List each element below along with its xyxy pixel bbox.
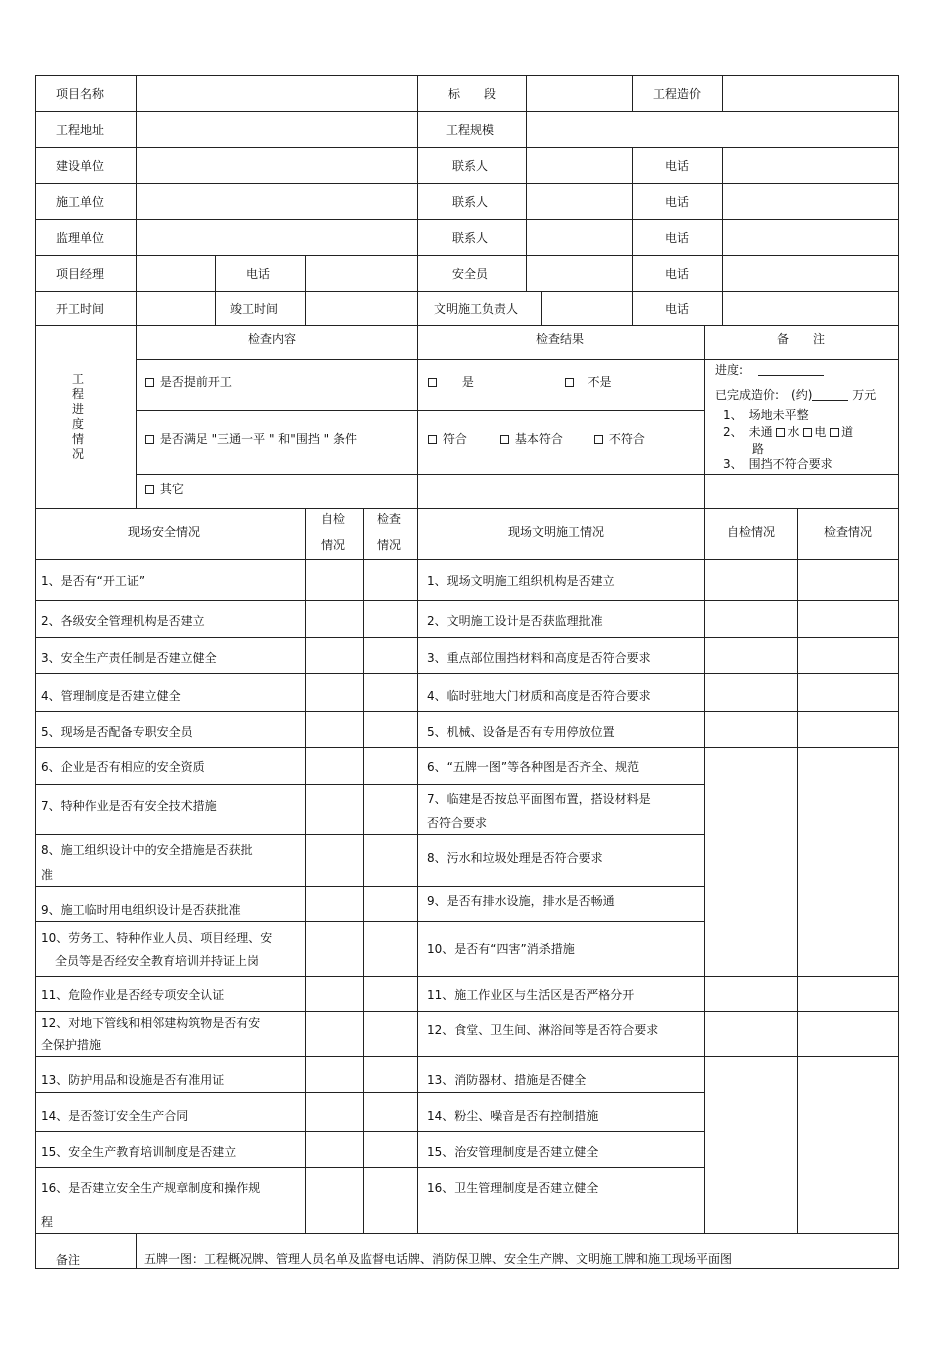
rule [35, 1011, 899, 1012]
safety-header: 现场安全情况 [127, 525, 201, 539]
label-project-name: 项目名称 [56, 87, 105, 101]
civil-item: 2、文明施工设计是否获监理批准 [427, 614, 603, 628]
rule [35, 1167, 705, 1168]
footer-note: 五牌一图：工程概况牌、管理人员名单及监督电话牌、消防保卫牌、安全生产牌、文明施工牌和施工现场平面图 [144, 1252, 733, 1266]
rule [305, 508, 306, 1233]
civil-item: 5、机械、设备是否有专用停放位置 [427, 725, 615, 739]
result-label: 基本符合 [514, 432, 563, 446]
rule [722, 147, 723, 325]
label-phone: 电话 [664, 195, 690, 209]
label-scale: 工程规模 [445, 123, 495, 137]
safety-item: 16、是否建立安全生产规章制度和操作规 [41, 1181, 261, 1195]
rule [363, 508, 364, 1233]
remark-2 [723, 424, 853, 440]
checkbox-icon[interactable] [830, 428, 839, 437]
rule [35, 147, 899, 148]
remark-2-tail: 路 [752, 442, 765, 456]
item-label: 是否提前开工 [159, 375, 232, 389]
remark-cost-unit: 万元 [852, 388, 877, 402]
self-check-header: 自检 [320, 512, 346, 526]
item-label: 其它 [159, 482, 184, 496]
rule [215, 255, 216, 325]
rule [797, 508, 798, 1233]
road-label: 道 [841, 425, 854, 439]
rule [35, 834, 705, 835]
rule [35, 559, 899, 560]
remark-cost [715, 387, 876, 403]
checkbox-icon[interactable] [776, 428, 785, 437]
civil-item: 否符合要求 [427, 816, 488, 830]
remark-2-label: 2、 未通 [723, 425, 773, 439]
rule [136, 75, 137, 508]
label-civil-leader: 文明施工负责人 [433, 302, 519, 316]
civil-item: 3、重点部位围挡材料和高度是否符合要求 [427, 651, 651, 665]
rule [35, 508, 899, 509]
inspect-header: 检查情况 [823, 525, 873, 539]
rule [35, 673, 899, 674]
safety-item: 程 [41, 1215, 54, 1229]
label-contact: 联系人 [451, 195, 489, 209]
result-no [565, 374, 611, 390]
civil-item: 12、食堂、卫生间、淋浴间等是否符合要求 [427, 1023, 659, 1037]
rule [305, 255, 306, 325]
label-start-time: 开工时间 [56, 302, 105, 316]
progress-side-label: 工程进度情况 [71, 372, 84, 461]
civil-item: 16、卫生管理制度是否建立健全 [427, 1181, 599, 1195]
rule [35, 75, 36, 1269]
safety-item: 10、劳务工、特种作业人员、项目经理、安 [41, 931, 273, 945]
checkbox-icon[interactable] [594, 435, 603, 444]
water-label: 水 [787, 425, 800, 439]
item-conditions [145, 431, 357, 447]
footer-label: 备注 [56, 1253, 81, 1267]
rule [35, 600, 899, 601]
rule [526, 75, 527, 111]
rule [35, 1092, 705, 1093]
rule [35, 711, 899, 712]
rule [35, 637, 899, 638]
safety-item: 全员等是否经安全教育培训并持证上岗 [55, 954, 260, 968]
checkbox-icon[interactable] [428, 378, 437, 387]
rule [632, 147, 633, 291]
inspect-header: 情况 [376, 538, 402, 552]
remark-3: 3、 围挡不符合要求 [723, 457, 833, 471]
safety-item: 8、施工组织设计中的安全措施是否获批 [41, 843, 253, 857]
rule [136, 474, 899, 475]
checkbox-icon[interactable] [565, 378, 574, 387]
rule [35, 976, 899, 977]
civil-item: 4、临时驻地大门材质和高度是否符合要求 [427, 689, 651, 703]
remark-1: 1、 场地未平整 [723, 408, 809, 422]
item-label: 是否满足 "三通一平 " 和"围挡 " 条件 [159, 432, 357, 446]
label-contact: 联系人 [451, 159, 489, 173]
safety-item: 6、企业是否有相应的安全资质 [41, 760, 205, 774]
safety-item: 5、现场是否配备专职安全员 [41, 725, 193, 739]
rule [35, 921, 705, 922]
rule [136, 359, 899, 360]
content-header: 检查内容 [247, 332, 297, 346]
rule [35, 886, 705, 887]
civil-item: 13、消防器材、措施是否健全 [427, 1073, 587, 1087]
self-check-header: 情况 [320, 538, 346, 552]
safety-item: 11、危险作业是否经专项安全认证 [41, 988, 225, 1002]
remark-header: 备 注 [776, 332, 826, 346]
safety-item: 15、安全生产教育培训制度是否建立 [41, 1145, 237, 1159]
label-phone: 电话 [664, 159, 690, 173]
remark-cost-label: 已完成造价: (约) [715, 388, 813, 402]
rule [35, 325, 899, 326]
safety-item: 全保护措施 [41, 1038, 102, 1052]
result-yes [428, 374, 474, 390]
safety-item: 9、施工临时用电组织设计是否获批准 [41, 903, 241, 917]
checkbox-icon[interactable] [145, 435, 154, 444]
rule [632, 291, 633, 325]
civil-item: 8、污水和垃圾处理是否符合要求 [427, 851, 603, 865]
civil-item: 7、临建是否按总平面图布置，搭设材料是 [427, 792, 651, 806]
rule [35, 291, 899, 292]
civil-item: 10、是否有“四害”消杀措施 [427, 942, 575, 956]
rule [898, 75, 899, 1269]
result-label: 符合 [442, 432, 467, 446]
label-builder: 建设单位 [56, 159, 105, 173]
rule [35, 75, 899, 76]
remark-progress [715, 362, 824, 378]
rule [35, 784, 705, 785]
civil-item: 9、是否有排水设施，排水是否畅通 [427, 894, 615, 908]
label-contact: 联系人 [451, 231, 489, 245]
rule [35, 1233, 899, 1234]
checkbox-icon[interactable] [500, 435, 509, 444]
rule [35, 255, 899, 256]
label-section: 标 段 [447, 87, 497, 101]
item-other [145, 481, 184, 497]
checkbox-icon[interactable] [145, 485, 154, 494]
progress-blank[interactable] [758, 363, 824, 376]
rule [35, 111, 899, 112]
label-phone: 电话 [664, 302, 690, 316]
label-cost: 工程造价 [652, 87, 702, 101]
rule [541, 291, 542, 325]
checkbox-icon[interactable] [428, 435, 437, 444]
result-label: 不符合 [608, 432, 645, 446]
label-phone: 电话 [245, 267, 271, 281]
rule [35, 1131, 705, 1132]
rule [417, 75, 418, 1233]
label-phone: 电话 [664, 231, 690, 245]
item-early-start [145, 374, 232, 390]
safety-item: 3、安全生产责任制是否建立健全 [41, 651, 217, 665]
label-manager: 项目经理 [56, 267, 105, 281]
rule [136, 410, 705, 411]
rule [526, 111, 527, 291]
safety-item: 12、对地下管线和相邻建构筑物是否有安 [41, 1016, 261, 1030]
result-yes-label: 是 [461, 375, 474, 389]
civil-header: 现场文明施工情况 [507, 525, 605, 539]
label-address: 工程地址 [56, 123, 105, 137]
rule [35, 219, 899, 220]
label-supervisor: 监理单位 [56, 231, 105, 245]
result-basic-conform [500, 431, 563, 447]
safety-item: 13、防护用品和设施是否有准用证 [41, 1073, 225, 1087]
rule [35, 747, 899, 748]
rule [35, 1268, 899, 1269]
label-finish-time: 竣工时间 [229, 302, 279, 316]
civil-item: 6、“五牌一图”等各种图是否齐全、规范 [427, 760, 640, 774]
checkbox-icon[interactable] [803, 428, 812, 437]
rule [136, 1233, 137, 1269]
checkbox-icon[interactable] [145, 378, 154, 387]
safety-item: 2、各级安全管理机构是否建立 [41, 614, 205, 628]
safety-item: 7、特种作业是否有安全技术措施 [41, 799, 217, 813]
rule [35, 1056, 899, 1057]
result-header: 检查结果 [535, 332, 585, 346]
civil-item: 11、施工作业区与生活区是否严格分开 [427, 988, 635, 1002]
result-conform [428, 431, 467, 447]
civil-item: 15、治安管理制度是否建立健全 [427, 1145, 599, 1159]
inspect-header: 检查 [376, 512, 402, 526]
rule [704, 325, 705, 1233]
rule [35, 183, 899, 184]
result-not-conform [594, 431, 645, 447]
civil-item: 1、现场文明施工组织机构是否建立 [427, 574, 615, 588]
safety-item: 1、是否有“开工证” [41, 574, 146, 588]
rule [722, 75, 723, 111]
rule [632, 75, 633, 111]
safety-item: 4、管理制度是否建立健全 [41, 689, 181, 703]
power-label: 电 [814, 425, 827, 439]
result-no-label: 不是 [587, 375, 612, 389]
label-contractor: 施工单位 [56, 195, 105, 209]
self-check-header: 自检情况 [726, 525, 776, 539]
safety-item: 14、是否签订安全生产合同 [41, 1109, 189, 1123]
label-phone: 电话 [664, 267, 690, 281]
safety-item: 准 [41, 868, 54, 882]
civil-item: 14、粉尘、噪音是否有控制措施 [427, 1109, 599, 1123]
cost-blank[interactable] [812, 388, 848, 401]
remark-progress-label: 进度: [715, 363, 744, 377]
label-safety-officer: 安全员 [451, 267, 489, 281]
